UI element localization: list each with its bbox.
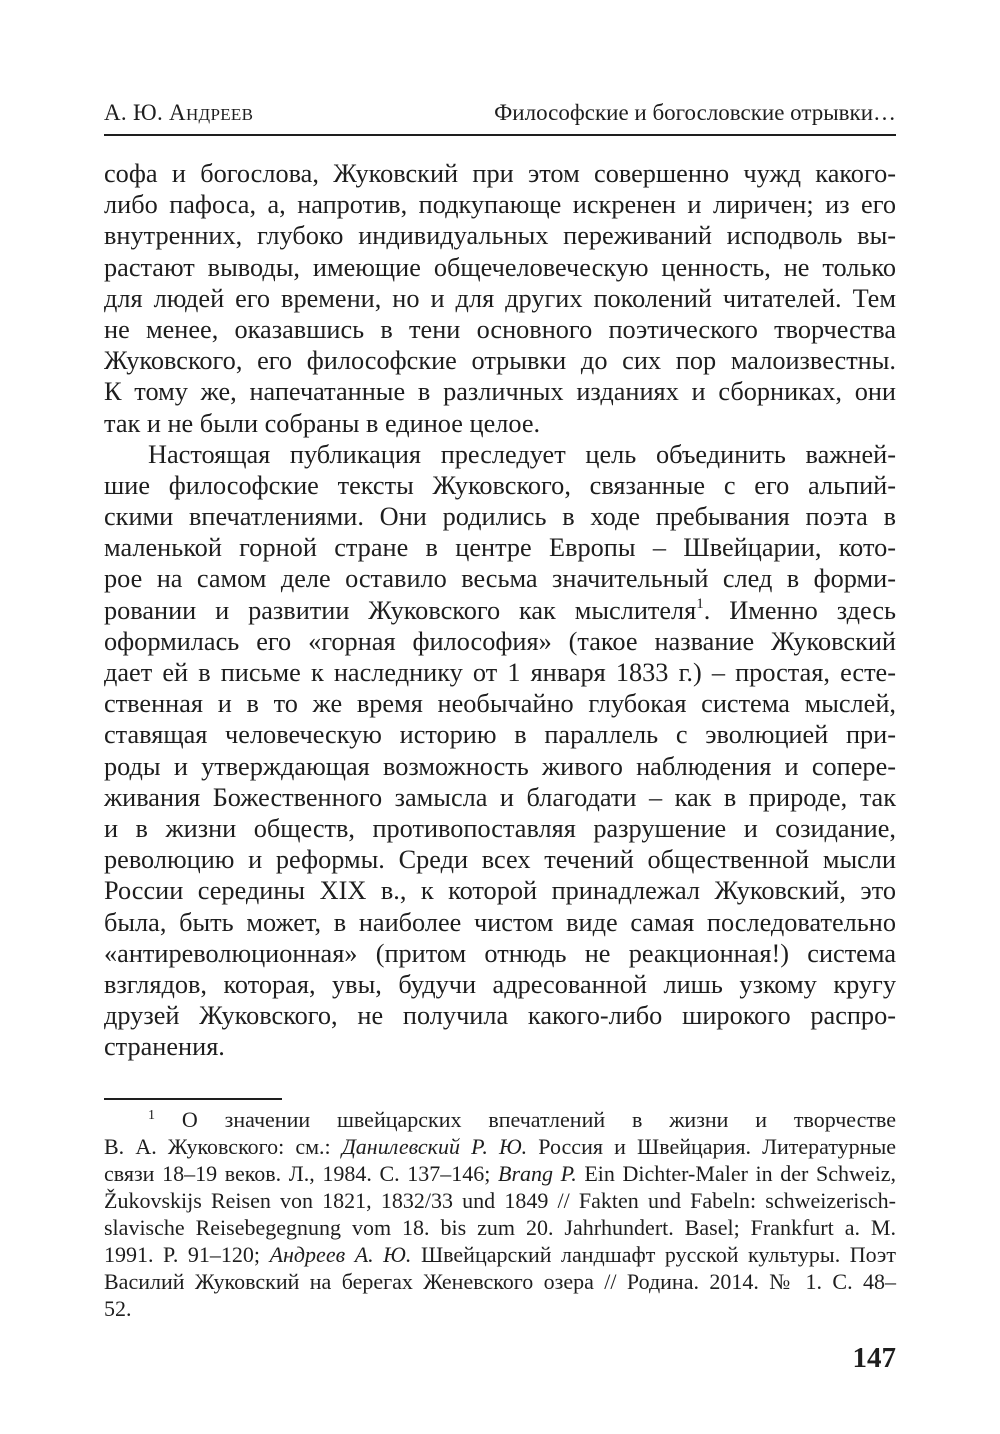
main-text [104,158,896,1062]
text-line: рое на самом деле оставило весьма значительный след в форми- [104,564,896,594]
text-line: скими впечатлениями. Они родились в ходе пребывания поэта в [104,502,896,532]
footnote-line: Василий Жуковский на берегах Женевского озера // Родина. 2014. № 1. С. 48– [104,1269,896,1294]
text-line: «антиреволюционная» (притом отнюдь не реакционная!) система [104,938,896,968]
text-line: живания Божественного замысла и благодати – как в природе, так [104,782,896,812]
text-line: дает ей в письме к наследнику от 1 января 1833 г.) – простая, есте- [104,658,896,687]
text-line: странения. [104,1032,225,1062]
text-line: и в жизни обществ, противопоставляя разрушение и созидание, [104,813,896,843]
footnote-line: В. А. Жуковского: см.: Данилевский Р. Ю. Россия и Швейцария. Литературные [104,1134,896,1159]
footnote-line: $^1$ О значении швейцарских впечатлений в жизни и творчестве [148,1107,897,1132]
text-line: друзей Жуковского, не получила какого-либо широкого распро- [104,1001,896,1031]
footnote-line: slavische Reisebegegnung vom 18. bis zum 20. Jahrhundert. Basel; Frankfurt a. M. [104,1215,896,1240]
text-line: Жуковского, его философские отрывки до сих пор малоизвестны. [104,346,896,376]
text-line: не менее, оказавшись в тени основного поэтического творчества [104,314,896,344]
footnote-reference[interactable]: 1 [696,595,704,612]
text-line: Настоящая публикация преследует цель объединить важней- [148,439,896,469]
footnote-line: связи 18–19 веков. Л., 1984. С. 137–146; Brang P. Ein Dichter-Maler in der Schweiz, [104,1161,897,1186]
header-running-title: Философские и богословские отрывки… [494,100,896,125]
text-line: К тому же, напечатанные в различных изданиях и сборниках, они [104,377,896,407]
footnote-line: Žukovskijs Reisen von 1821, 1832/33 und 1849 // Fakten und Fabeln: schweizerisch- [104,1188,896,1213]
running-header [104,98,896,136]
footnote-number: 1 [148,1108,155,1123]
footnote-line: 1991. P. 91–120; Андреев А. Ю. Швейцарский ландшафт русской культуры. Поэт [104,1242,896,1267]
header-author: А. Ю. АНДРЕЕВ [104,100,254,125]
text-line: маленькой горной стране в центре Европы – Швейцарии, кото- [104,533,896,563]
footnote-divider [104,1098,282,1100]
text-line-with-footnote-ref: ровании и развитии Жуковского как мыслителя$^1$. Именно здесь [104,595,896,625]
text-line: либо пафоса, а, напротив, подкупающе искренен и лиричен; из его [104,190,896,220]
text-line: России середины XIX в., к которой принадлежал Жуковский, это [104,876,896,906]
footnote [104,1106,896,1322]
text-line: софа и богослова, Жуковский при этом совершенно чужд какого- [104,159,896,188]
footnote-line: 52. [104,1296,132,1321]
text-line: для людей его времени, но и для других поколений читателей. Тем [104,283,896,313]
text-line: растают выводы, имеющие общечеловеческую ценность, не только [104,252,896,282]
text-line: ственная и в то же время необычайно глубокая система мыслей, [104,689,896,719]
text-line: взглядов, которая, увы, будучи адресованной лишь узкому кругу [104,969,896,999]
text-line: роды и утверждающая возможность живого наблюдения и сопере- [104,751,896,781]
text-line: шие философские тексты Жуковского, связанные с его альпий- [104,470,896,500]
text-line: ставящая человеческую историю в параллель с эволюцией при- [104,720,896,750]
text-line: внутренних, глубоко индивидуальных переживаний исподволь вы- [104,221,896,251]
page-number: 147 [852,1342,896,1374]
text-line: оформилась его «горная философия» (такое название Жуковский [104,626,896,656]
text-line: революцию и реформы. Среди всех течений общественной мысли [104,845,896,875]
text-line: так и не были собраны в единое целое. [104,408,541,438]
text-line: была, быть может, в наиболее чистом виде самая последовательно [104,907,896,937]
